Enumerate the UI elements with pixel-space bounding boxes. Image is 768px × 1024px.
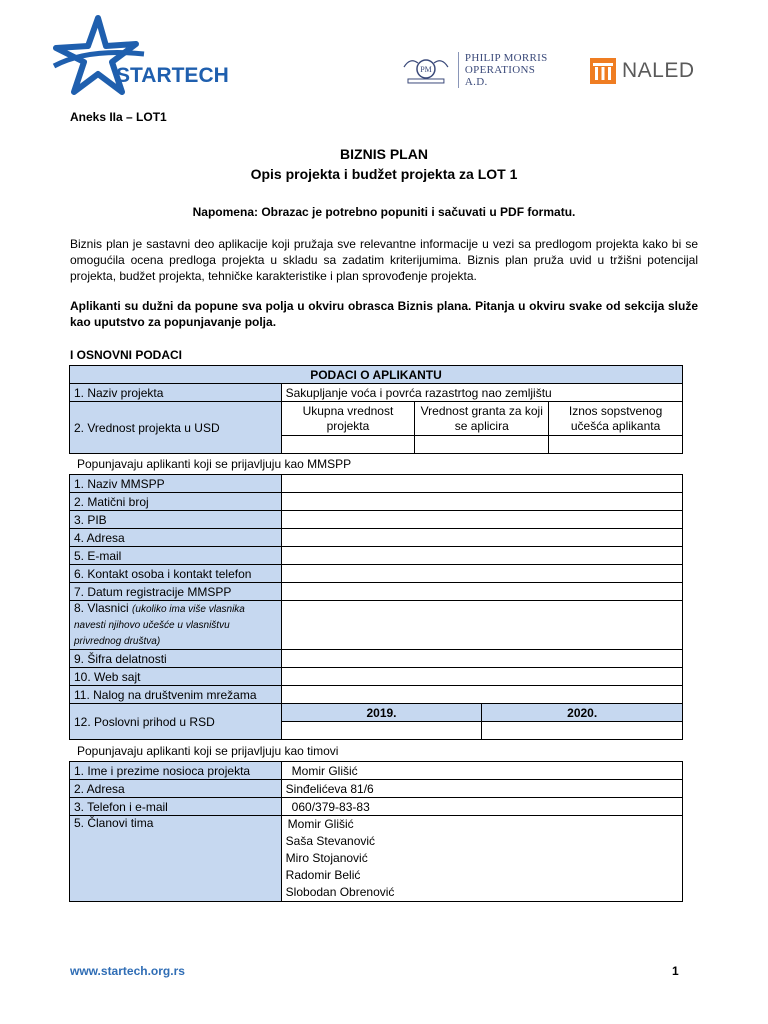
owners-label: [70, 601, 282, 650]
project-name-field[interactable]: Sakupljanje voća i povrća razastrtog nao zemljištu: [281, 384, 682, 402]
naled-logo-text: NALED: [622, 59, 695, 82]
email-field[interactable]: [281, 547, 682, 565]
instructions-paragraph: Aplikanti su dužni da popune sva polja u okviru obrasca Biznis plana. Pitanja u okviru svake od sekcija služe kao uputstvo za popunjavanje polja.: [70, 299, 698, 329]
team-member: Momir Glišić: [287, 817, 354, 831]
team-caption: Popunjavaju aplikanti koji se prijavljuju kao timovi: [77, 744, 339, 758]
naled-icon: [590, 58, 616, 84]
total-value-field[interactable]: [281, 436, 415, 454]
contact-field[interactable]: [281, 565, 682, 583]
registration-number-label: 2. Matični broj: [70, 493, 282, 511]
project-value-label: 2. Vrednost projekta u USD: [70, 402, 282, 454]
mmspp-table: [69, 474, 683, 740]
revenue-2020-field[interactable]: [482, 722, 683, 740]
document-subtitle: Opis projekta i budžet projekta za LOT 1: [250, 166, 518, 182]
project-holder-field[interactable]: Momir Glišić: [281, 762, 682, 780]
mmspp-name-field[interactable]: [281, 475, 682, 493]
mmspp-caption: Popunjavaju aplikanti koji se prijavljuju kao MMSPP: [77, 457, 352, 471]
own-contribution-field[interactable]: [549, 436, 683, 454]
pmi-logo: [400, 52, 560, 88]
social-media-label: 11. Nalog na društvenim mrežama: [70, 686, 282, 704]
team-table: [69, 761, 683, 902]
owners-label-text: 8. Vlasnici: [74, 601, 129, 615]
revenue-2019-field[interactable]: [281, 722, 482, 740]
pib-label: 3. PIB: [70, 511, 282, 529]
naled-logo: [590, 56, 700, 86]
owners-field[interactable]: [281, 601, 682, 650]
startech-star-icon: [48, 14, 248, 104]
website-field[interactable]: [281, 668, 682, 686]
website-label: 10. Web sajt: [70, 668, 282, 686]
section-title: I OSNOVNI PODACI: [70, 348, 183, 362]
project-holder-label: 1. Ime i prezime nosioca projekta: [70, 762, 282, 780]
startech-logo: [48, 14, 248, 104]
document-title: BIZNIS PLAN: [340, 146, 428, 162]
intro-paragraph: Biznis plan je sastavni deo aplikacije koji pružaja sve relevantne informacije u vezi sa predlogom projekta kako bi se omogućila ocena predloga projekta u skladu sa zadatim kriterijumima. Biznis plan pruža uvid u tržišni potencijal projekta, budžet projekta, tehničke karakteristike i plan sprovođenje projekta.: [70, 237, 698, 283]
applicant-table-header: PODACI O APLIKANTU: [70, 366, 683, 384]
social-media-field[interactable]: [281, 686, 682, 704]
footer-website-link[interactable]: www.startech.org.rs: [70, 964, 185, 978]
revenue-year-2020: 2020.: [482, 704, 683, 722]
form-note: Napomena: Obrazac je potrebno popuniti i sačuvati u PDF formatu.: [192, 205, 576, 219]
activity-code-field[interactable]: [281, 650, 682, 668]
pmi-logo-line2: OPERATIONS A.D.: [464, 64, 536, 88]
project-name-label: 1. Naziv projekta: [70, 384, 282, 402]
activity-code-label: 9. Šifra delatnosti: [70, 650, 282, 668]
grant-value-field[interactable]: [415, 436, 549, 454]
team-member: Miro Stojanović: [285, 851, 368, 865]
grant-value-header: Vrednost granta za koji se aplicira: [415, 402, 549, 436]
team-member: Saša Stevanović: [285, 834, 376, 848]
team-member: Radomir Belić: [285, 868, 361, 882]
applicant-table: [69, 365, 683, 454]
team-address-field[interactable]: Sinđelićeva 81/6: [281, 780, 682, 798]
mmspp-name-label: 1. Naziv MMSPP: [70, 475, 282, 493]
pib-field[interactable]: [281, 511, 682, 529]
revenue-label: 12. Poslovni prihod u RSD: [70, 704, 282, 740]
own-contribution-header: Iznos sopstvenog učešća aplikanta: [549, 402, 683, 436]
phone-email-field[interactable]: 060/379-83-83: [281, 798, 682, 816]
team-address-label: 2. Adresa: [70, 780, 282, 798]
contact-label: 6. Kontakt osoba i kontakt telefon: [70, 565, 282, 583]
registration-date-label: 7. Datum registracije MMSPP: [70, 583, 282, 601]
team-members-label: 5. Članovi tima: [70, 816, 282, 902]
total-value-header: Ukupna vrednost projekta: [281, 402, 415, 436]
annex-label: Aneks IIa – LOT1: [70, 110, 167, 124]
startech-logo-text: STARTECH: [116, 64, 229, 87]
email-label: 5. E-mail: [70, 547, 282, 565]
revenue-year-2019: 2019.: [281, 704, 482, 722]
team-member: Slobodan Obrenović: [285, 885, 395, 899]
registration-number-field[interactable]: [281, 493, 682, 511]
pmi-crest-icon: [400, 53, 452, 87]
mmspp-address-label: 4. Adresa: [70, 529, 282, 547]
owners-label-note: (ukoliko ima više vlasnika navesti njihovo učešće u vlasništvu privrednog društva): [74, 604, 245, 647]
team-members-field[interactable]: [281, 816, 682, 902]
mmspp-address-field[interactable]: [281, 529, 682, 547]
registration-date-field[interactable]: [281, 583, 682, 601]
phone-email-label: 3. Telefon i e-mail: [70, 798, 282, 816]
page-number: 1: [672, 964, 679, 978]
pmi-logo-line1: PHILIP MORRIS: [464, 52, 548, 64]
svg-text:PM: PM: [420, 64, 432, 74]
